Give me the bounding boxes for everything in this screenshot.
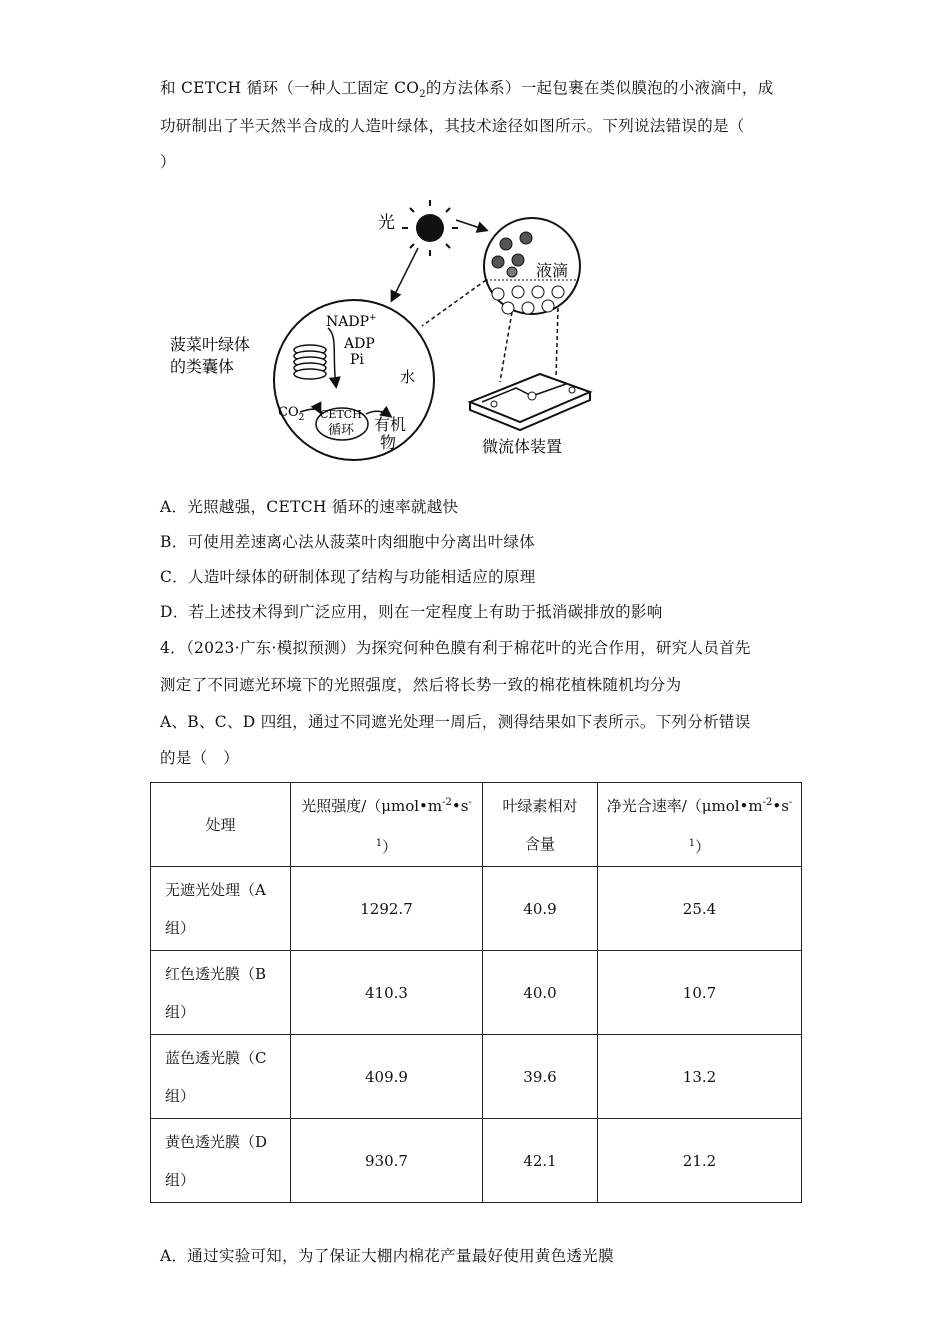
header-light-intensity: 光照强度$/(\mu mol•m^{-2}•s^-$ $^1$） — [291, 783, 483, 867]
water-label: 水 — [400, 368, 416, 386]
intro-line-1: 和 CETCH 循环（一种人工固定 $CO_2$的方法体系）一起包裹在类似膜泡的小液滴中，成 — [160, 79, 774, 101]
table-row — [151, 867, 802, 951]
row-treatment: 蓝色透光膜（C 组） — [151, 1035, 291, 1119]
artificial-chloroplast-diagram — [160, 196, 600, 466]
q4-line-3: A、B、C、D 四组，通过不同遮光处理一周后，测得结果如下表所示。下列分析错误 — [160, 713, 751, 731]
adp-label: ADP — [344, 336, 375, 352]
row-light: 410.3 — [291, 951, 483, 1035]
q3-option-c: C．人造叶绿体的研制体现了结构与功能相适应的原理 — [160, 568, 536, 586]
intro-line-2: 功研制出了半天然半合成的人造叶绿体，其技术途径如图所示。下列说法错误的是（ — [160, 117, 745, 135]
thylakoid-stack-icon — [294, 345, 326, 379]
row-chl: 40.9 — [483, 867, 598, 951]
q4-option-a: A．通过实验可知，为了保证大棚内棉花产量最好使用黄色透光膜 — [160, 1247, 614, 1265]
microfluidic-device-icon — [470, 374, 590, 430]
header-net-photosynthesis: 净光合速率$/(\mu mol•m^{-2}•s^-$ $^1$） — [598, 783, 802, 867]
intro-line-3: ） — [160, 153, 176, 171]
co2-label: $CO_2$ — [278, 405, 305, 423]
header-chlorophyll: 叶绿素相对 含量 — [483, 783, 598, 867]
sun-icon — [402, 200, 458, 256]
thylakoid-label-1: 菠菜叶绿体 — [170, 335, 251, 354]
cetch-label: CETCH — [320, 408, 362, 421]
droplet-label: 液滴 — [536, 261, 569, 280]
nadp-label: NADP+ — [326, 313, 377, 330]
table-row — [151, 1035, 802, 1119]
cycle-label: 循环 — [328, 423, 355, 438]
organic-label-1: 有机 — [374, 415, 407, 434]
q3-option-a: A．光照越强，CETCH 循环的速率就越快 — [160, 498, 459, 516]
row-light: 409.9 — [291, 1035, 483, 1119]
row-net: 13.2 — [598, 1035, 802, 1119]
row-chl: 42.1 — [483, 1119, 598, 1203]
row-treatment: 红色透光膜（B 组） — [151, 951, 291, 1035]
row-chl: 40.0 — [483, 951, 598, 1035]
row-treatment: 黄色透光膜（D 组） — [151, 1119, 291, 1203]
header-treatment: 处理 — [151, 783, 291, 867]
thylakoid-label-2: 的类囊体 — [170, 357, 235, 376]
row-treatment: 无遮光处理（A 组） — [151, 867, 291, 951]
row-chl: 39.6 — [483, 1035, 598, 1119]
q4-line-4: 的是（ ） — [160, 749, 240, 767]
light-label: 光 — [378, 213, 395, 233]
q4-line-1: 4．（2023·广东·模拟预测）为探究何种色膜有利于棉花叶的光合作用，研究人员首先 — [160, 639, 751, 657]
results-table — [150, 782, 802, 1203]
row-net: 10.7 — [598, 951, 802, 1035]
pi-label: Pi — [350, 352, 364, 368]
q4-line-2: 测定了不同遮光环境下的光照强度，然后将长势一致的棉花植株随机均分为 — [160, 676, 682, 694]
q3-option-b: B．可使用差速离心法从菠菜叶肉细胞中分离出叶绿体 — [160, 533, 536, 551]
table-header-row — [151, 783, 802, 867]
table-row — [151, 1119, 802, 1203]
table-row — [151, 951, 802, 1035]
row-light: 1292.7 — [291, 867, 483, 951]
organic-label-2: 物 — [380, 433, 397, 452]
q3-option-d: D．若上述技术得到广泛应用，则在一定程度上有助于抵消碳排放的影响 — [160, 603, 663, 621]
device-label: 微流体装置 — [482, 437, 563, 456]
row-light: 930.7 — [291, 1119, 483, 1203]
row-net: 21.2 — [598, 1119, 802, 1203]
row-net: 25.4 — [598, 867, 802, 951]
